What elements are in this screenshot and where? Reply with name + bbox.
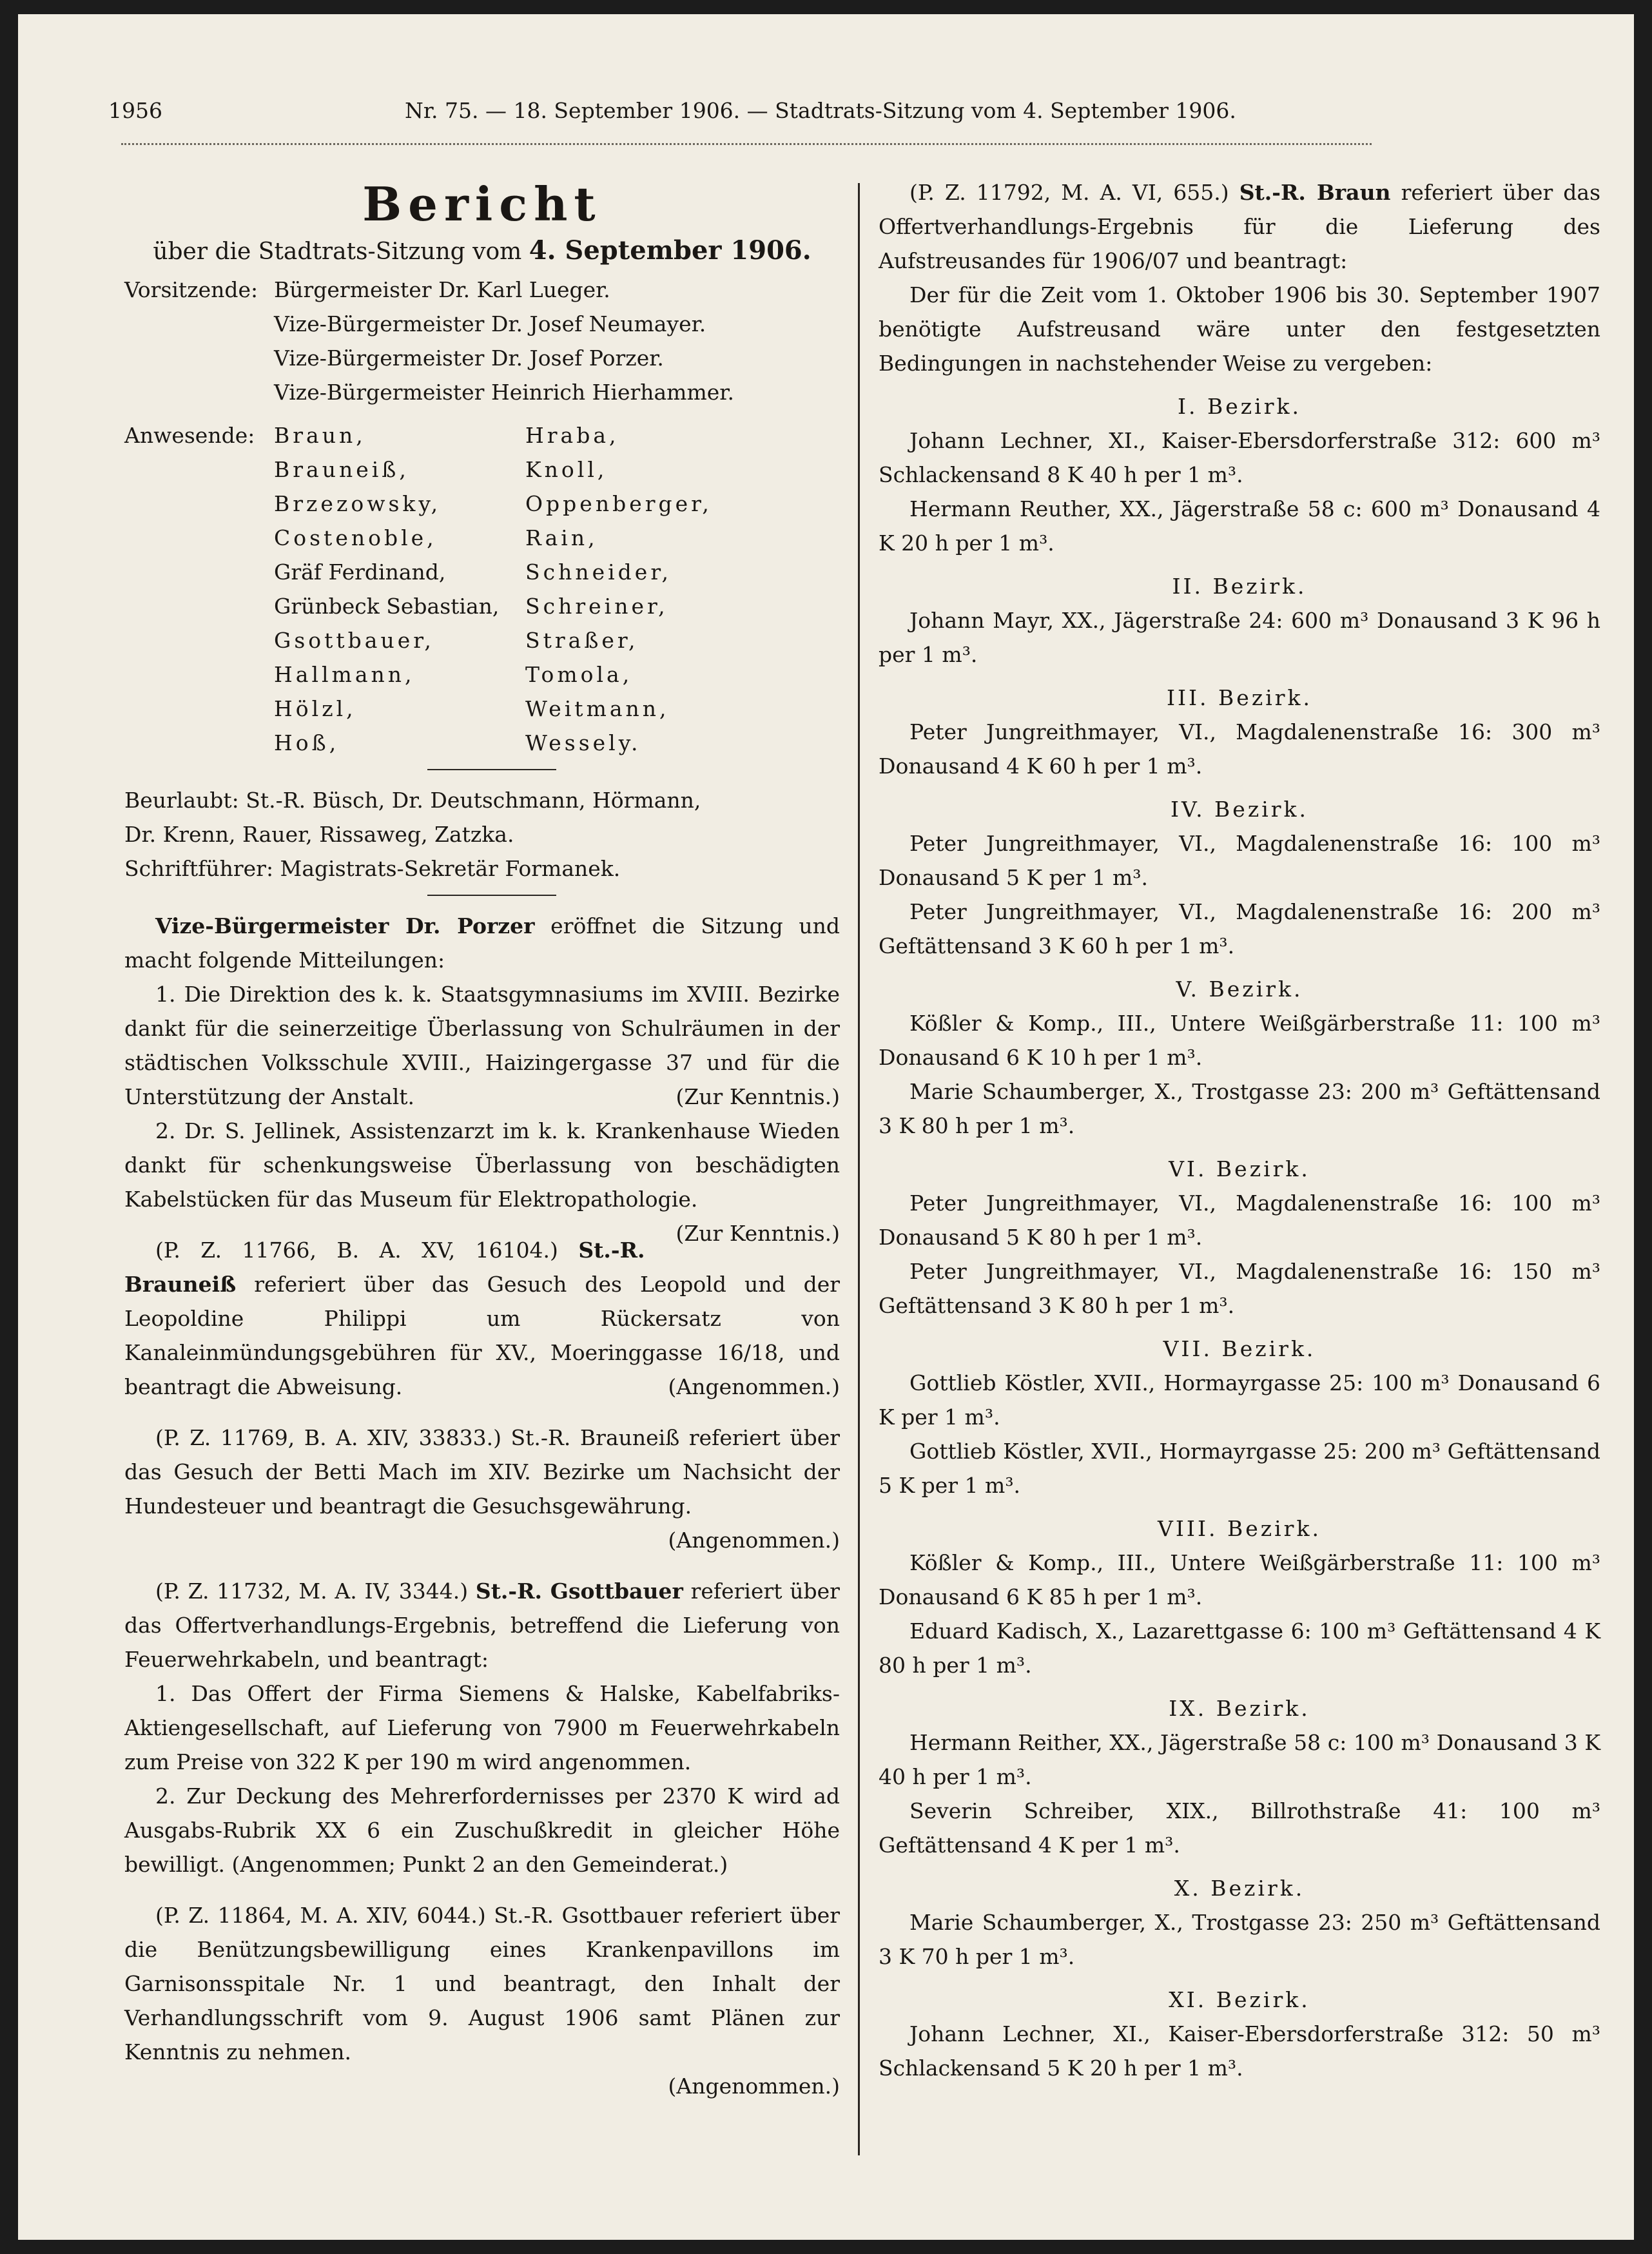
secretary-line: Schriftführer: Magistrats-Sekretär Formanek.	[124, 856, 621, 881]
attendee: Gräf Ferdinand,	[274, 559, 446, 585]
district-heading: V. Bezirk.	[1176, 976, 1303, 1002]
case-paragraph: (P. Z. 11732, M. A. IV, 3344.) St.-R. Gsottbauer referiert über das Offertverhandlungs-Ergebnis, betreffend die Lieferung von Feuerwehrkabeln, und beantragt:	[124, 1579, 840, 1672]
page-number: 1956	[108, 98, 162, 123]
supplier-entry: Kößler & Komp., III., Untere Weißgärberstraße 11: 100 m³ Donausand 6 K 85 h per 1 m³.	[879, 1550, 1600, 1609]
chair-row	[124, 273, 840, 307]
motion-point: 1. Das Offert der Firma Siemens & Halske, Kabelfabriks-Aktiengesellschaft, auf Lieferung von 7900 m Feuerwehrkabeln zum Preise von 322 K per 190 m wird angenommen.	[124, 1681, 840, 1774]
motion-point: 2. Zur Deckung des Mehrerfordernisses per 2370 K wird ad Ausgabs-Rubrik XX 6 ein Zuschußkredit in gleicher Höhe bewilligt. (Angenommen; Punkt 2 an den Gemeinderat.)	[124, 1783, 840, 1877]
supplier-entry: Peter Jungreithmayer, VI., Magdalenenstraße 16: 100 m³ Donausand 5 K per 1 m³.	[879, 831, 1600, 890]
absent-line: Beurlaubt: St.-R. Büsch, Dr. Deutschmann, Hörmann,	[124, 788, 701, 813]
supplier-entry: Eduard Kadisch, X., Lazarettgasse 6: 100 m³ Geftättensand 4 K 80 h per 1 m³.	[879, 1618, 1600, 1678]
report-title: Bericht	[362, 177, 602, 231]
attendee: Gsottbauer,	[274, 628, 434, 653]
district-heading: VII. Bezirk.	[1163, 1336, 1316, 1361]
note: (Angenommen.)	[668, 1528, 840, 1553]
supplier-entry: Johann Mayr, XX., Jägerstraße 24: 600 m³ Donausand 3 K 96 h per 1 m³.	[879, 608, 1600, 667]
supplier-entry: Hermann Reither, XX., Jägerstraße 58 c: 100 m³ Donausand 3 K 40 h per 1 m³.	[879, 1730, 1600, 1789]
attendee: Hallmann,	[274, 662, 415, 687]
header-rule	[121, 143, 1372, 145]
item-paragraph: 2. Dr. S. Jellinek, Assistenzarzt im k. k. Krankenhause Wieden dankt für schenkungsweise Überlassung von beschädigten Kabelstücken für das Museum für Elektropathologie. (Zur Kenntnis.)	[124, 1114, 840, 1216]
case-paragraph: (P. Z. 11766, B. A. XV, 16104.) St.-R. Brauneiß referiert über das Gesuch des Leopold und der Leopoldine Philippi um Rückersatz von Kanaleinmündungsgebühren für XV., Moeringgasse 16/18, und beantragt die Abweisung. (Angenommen.)	[124, 1233, 840, 1404]
supplier-entry: Severin Schreiber, XIX., Billrothstraße 41: 100 m³ Geftättensand 4 K per 1 m³.	[879, 1798, 1600, 1858]
supplier-entry: Peter Jungreithmayer, VI., Magdalenenstraße 16: 300 m³ Donausand 4 K 60 h per 1 m³.	[879, 719, 1600, 779]
district-heading: VIII. Bezirk.	[1158, 1516, 1321, 1541]
supplier-entry: Johann Lechner, XI., Kaiser-Ebersdorferstraße 312: 50 m³ Schlackensand 5 K 20 h per 1 m³.	[879, 2021, 1600, 2081]
present-label: Anwesende:	[124, 423, 255, 448]
supplier-entry: Marie Schaumberger, X., Trostgasse 23: 250 m³ Geftättensand 3 K 70 h per 1 m³.	[879, 1910, 1600, 1969]
speaker: St.-R. Brauneiß	[124, 1238, 645, 1297]
supplier-entry: Peter Jungreithmayer, VI., Magdalenenstraße 16: 150 m³ Geftättensand 3 K 80 h per 1 m³.	[879, 1259, 1600, 1318]
issue-header: Nr. 75. — 18. September 1906. — Stadtrats-Sitzung vom 4. September 1906.	[405, 98, 1236, 123]
newspaper-page	[18, 14, 1634, 2240]
supplier-entry: Johann Lechner, XI., Kaiser-Ebersdorferstraße 312: 600 m³ Schlackensand 8 K 40 h per 1 m³.	[879, 428, 1600, 487]
attendee: Straßer,	[525, 628, 639, 653]
supplier-entry: Gottlieb Köstler, XVII., Hormayrgasse 25: 100 m³ Donausand 6 K per 1 m³.	[879, 1370, 1600, 1430]
speaker: St.-R. Brauneiß	[510, 1425, 680, 1450]
attendee: Weitmann,	[525, 696, 670, 721]
opening-speaker: Vize-Bürgermeister Dr. Porzer	[155, 913, 535, 938]
session-date: 4. September 1906.	[529, 235, 811, 266]
left-column	[124, 175, 840, 2103]
chair-row	[124, 341, 840, 375]
note: (Angenommen; Punkt 2 an den Gemeinderat.)	[231, 1852, 728, 1877]
case-paragraph: (P. Z. 11864, M. A. XIV, 6044.) St.-R. Gsottbauer referiert über die Benützungsbewilligung eines Krankenpavillons im Garnisonsspitale Nr. 1 und beantragt, den Inhalt der Verhandlungsschrift vom 9. August 1906 samt Plänen zur Kenntnis zu nehmen.	[124, 1903, 840, 2065]
supplier-entry: Peter Jungreithmayer, VI., Magdalenenstraße 16: 200 m³ Geftättensand 3 K 60 h per 1 m³.	[879, 899, 1600, 958]
speaker: St.-R. Gsottbauer	[475, 1579, 683, 1604]
divider	[427, 769, 556, 770]
district-list	[879, 389, 1600, 2085]
district-heading: IV. Bezirk.	[1170, 797, 1309, 822]
attendee: Wessely.	[525, 730, 641, 755]
district-heading: IX. Bezirk.	[1169, 1696, 1310, 1721]
chair-name: Bürgermeister Dr. Karl Lueger.	[274, 277, 610, 302]
speaker: St.-R. Braun	[1239, 180, 1391, 205]
attendee: Oppenberger,	[525, 491, 712, 516]
attendee: Costenoble,	[274, 525, 437, 550]
chair-row	[124, 375, 840, 409]
attendee: Brauneiß,	[274, 457, 409, 482]
note: (Angenommen.)	[668, 1374, 840, 1399]
chair-label: Vorsitzende:	[124, 277, 258, 302]
chair-name: Vize-Bürgermeister Dr. Josef Neumayer.	[274, 311, 706, 336]
attendee: Schneider,	[525, 559, 672, 585]
attendee: Rain,	[525, 525, 598, 550]
district-heading: III. Bezirk.	[1166, 685, 1313, 710]
supplier-entry: Hermann Reuther, XX., Jägerstraße 58 c: 600 m³ Donausand 4 K 20 h per 1 m³.	[879, 496, 1600, 556]
speaker: St.-R. Gsottbauer	[494, 1903, 683, 1928]
divider	[427, 895, 556, 896]
district-heading: XI. Bezirk.	[1169, 1987, 1310, 2012]
attendee: Grünbeck Sebastian,	[274, 594, 500, 619]
supplier-entry: Peter Jungreithmayer, VI., Magdalenenstraße 16: 100 m³ Donausand 5 K 80 h per 1 m³.	[879, 1190, 1600, 1250]
district-heading: X. Bezirk.	[1174, 1876, 1305, 1901]
note: (Angenommen.)	[668, 2074, 840, 2099]
supplier-entry: Kößler & Komp., III., Untere Weißgärberstraße 11: 100 m³ Donausand 6 K 10 h per 1 m³.	[879, 1011, 1600, 1070]
attendee: Hoß,	[274, 730, 340, 755]
attendee: Hraba,	[525, 423, 619, 448]
absent-line: Dr. Krenn, Rauer, Rissaweg, Zatzka.	[124, 822, 514, 847]
attendee: Tomola,	[525, 662, 633, 687]
item-paragraph: 1. Die Direktion des k. k. Staatsgymnasiums im XVIII. Bezirke dankt für die seinerzeitige Überlassung von Schulräumen in der städtischen Volksschule XVIII., Haizingergasse 37 und für die Unterstützung der Anstalt. (Zur Kenntnis.)	[124, 977, 840, 1114]
district-heading: I. Bezirk.	[1178, 394, 1301, 419]
attendee: Knoll,	[525, 457, 608, 482]
right-column	[879, 175, 1600, 2085]
attendees-list	[124, 418, 840, 760]
intro-paragraph: Der für die Zeit vom 1. Oktober 1906 bis 30. September 1907 benötigte Aufstreusand wäre unter den festgesetzten Bedingungen in nachstehender Weise zu vergeben:	[879, 282, 1600, 376]
district-heading: II. Bezirk.	[1172, 574, 1307, 599]
attendee: Schreiner,	[525, 594, 668, 619]
case-paragraph: (P. Z. 11792, M. A. VI, 655.) St.-R. Braun referiert über das Offertverhandlungs-Ergebnis für die Lieferung des Aufstreusandes für 1906/07 und beantragt:	[879, 180, 1601, 273]
chair-name: Vize-Bürgermeister Dr. Josef Porzer.	[274, 345, 664, 371]
note: (Zur Kenntnis.)	[675, 1221, 840, 1246]
chair-name: Vize-Bürgermeister Heinrich Hierhammer.	[274, 380, 734, 405]
report-subtitle: über die Stadtrats-Sitzung vom 4. September 1906.	[153, 235, 811, 266]
case-paragraph: (P. Z. 11769, B. A. XIV, 33833.) St.-R. Brauneiß referiert über das Gesuch der Betti Mach im XIV. Bezirke um Nachsicht der Hundesteuer und beantragt die Gesuchsgewährung.	[124, 1425, 840, 1519]
supplier-entry: Marie Schaumberger, X., Trostgasse 23: 200 m³ Geftättensand 3 K 80 h per 1 m³.	[879, 1079, 1600, 1138]
opening-paragraph: Vize-Bürgermeister Dr. Porzer eröffnet die Sitzung und macht folgende Mitteilungen:	[124, 913, 840, 973]
attendee: Braun,	[274, 423, 366, 448]
attendee: Hölzl,	[274, 696, 356, 721]
district-heading: VI. Bezirk.	[1169, 1156, 1310, 1181]
supplier-entry: Gottlieb Köstler, XVII., Hormayrgasse 25: 200 m³ Geftättensand 5 K per 1 m³.	[879, 1439, 1600, 1498]
column-rule	[858, 183, 860, 2155]
note: (Zur Kenntnis.)	[675, 1084, 840, 1109]
chair-row	[124, 307, 840, 341]
attendee: Brzezowsky,	[274, 491, 442, 516]
